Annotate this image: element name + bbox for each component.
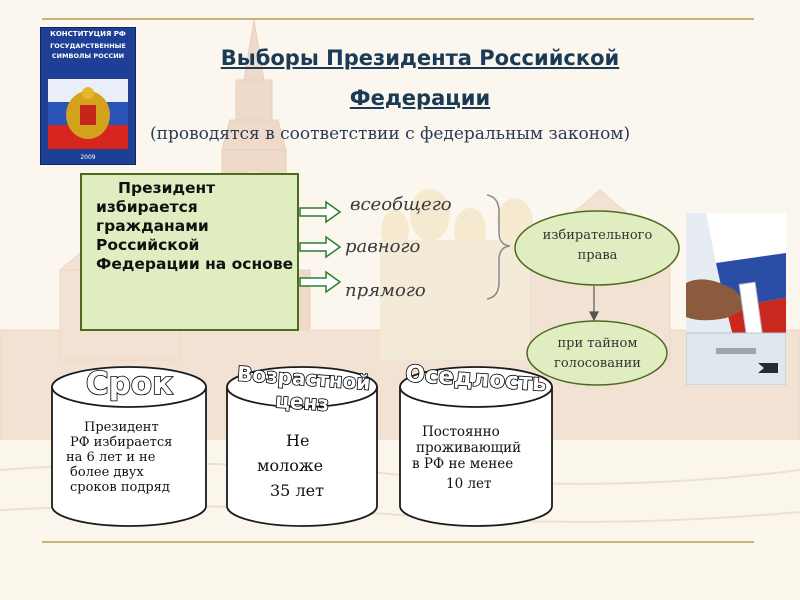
president-election-text: Президент избирается гражданами Российской Федерации на основе	[96, 179, 294, 273]
secret-line1: при тайном	[557, 336, 638, 351]
book-year: 2009	[80, 154, 96, 161]
age-line2: моложе	[257, 456, 324, 475]
principle-equal: равного	[345, 236, 421, 257]
book-title-line2: ГОСУДАРСТВЕННЫЕ	[50, 42, 126, 50]
secret-line2: голосовании	[554, 356, 641, 371]
age-text	[250, 428, 360, 503]
page-title-line1: Выборы Президента Российской	[220, 46, 620, 70]
term-line2: РФ избирается	[70, 435, 173, 450]
age-line1: Не	[286, 431, 310, 450]
page-title-line2: Федерации	[349, 86, 491, 110]
term-title: Срок	[85, 366, 174, 402]
residency-title: Оседлость	[404, 361, 548, 397]
residency-line1: Постоянно	[422, 424, 500, 440]
residency-line2: проживающий	[416, 440, 522, 456]
age-line3: 35 лет	[270, 481, 324, 500]
term-line4: более двух	[70, 465, 144, 480]
term-line3: на 6 лет и не	[66, 450, 156, 465]
term-line5: сроков подряд	[70, 480, 170, 495]
residency-text	[412, 424, 552, 492]
residency-line3: в РФ не менее	[412, 456, 514, 472]
page-subtitle: (проводятся в соответствии с федеральным законом)	[150, 124, 631, 144]
suffrage-line2: права	[577, 248, 618, 263]
book-title-line1: КОНСТИТУЦИЯ РФ	[50, 30, 126, 38]
residency-line4: 10 лет	[446, 476, 492, 492]
term-text	[66, 420, 201, 495]
suffrage-line1: избирательного	[542, 228, 653, 243]
book-title-line3: СИМВОЛЫ РОССИИ	[51, 52, 125, 60]
term-line1: Президент	[84, 420, 159, 435]
principle-universal: всеобщего	[350, 194, 452, 215]
principle-direct: прямого	[345, 280, 426, 301]
age-qualification-title: Возрастной ценз	[236, 361, 372, 416]
